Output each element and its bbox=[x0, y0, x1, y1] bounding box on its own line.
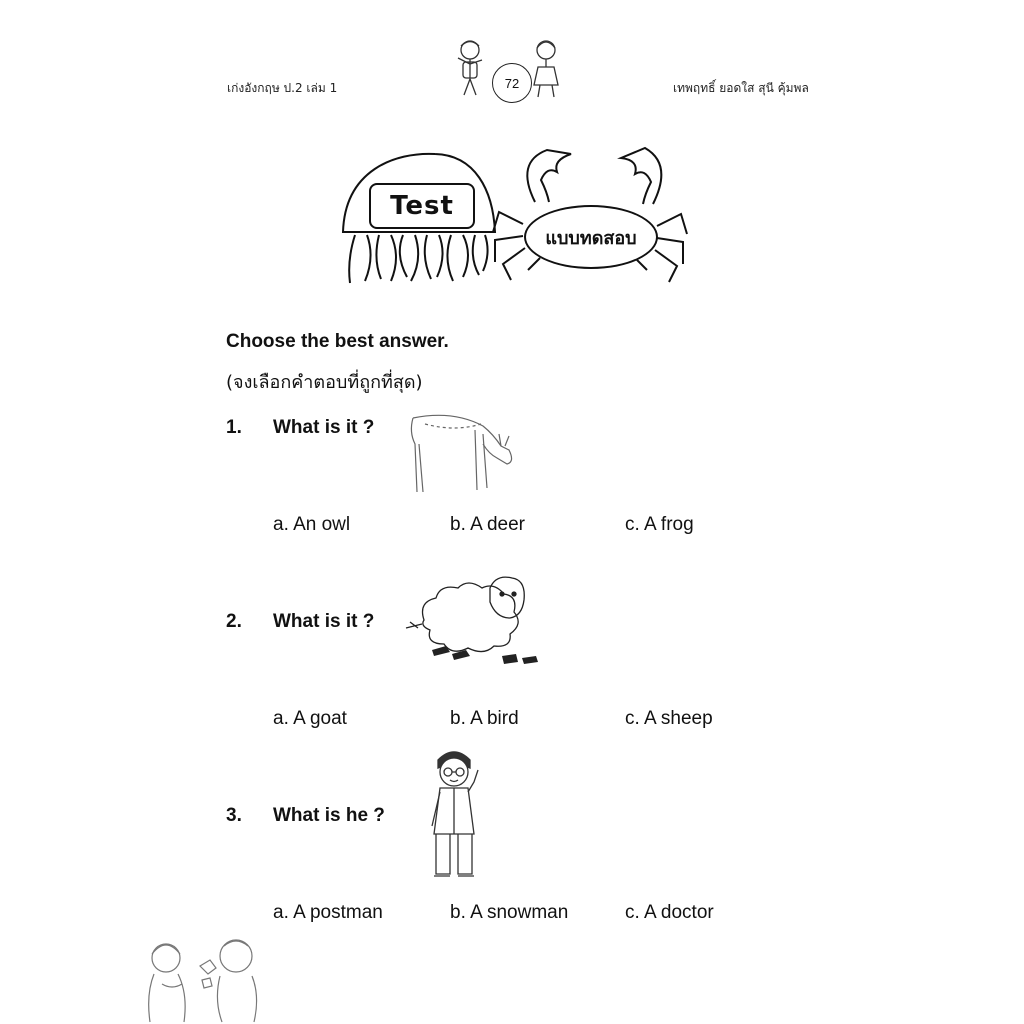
test-title: Test bbox=[369, 183, 475, 229]
page-number-badge: 72 bbox=[492, 63, 532, 103]
deer-illustration-icon bbox=[405, 410, 517, 498]
question-2-text: What is it ? bbox=[273, 611, 375, 632]
header-authors: เทพฤทธิ์ ยอดใส สุนี คุ้มพล bbox=[673, 81, 809, 95]
question-1-option-a[interactable]: a. An owl bbox=[273, 514, 351, 535]
question-3-option-b[interactable]: b. A snowman bbox=[450, 902, 569, 923]
question-1-option-c[interactable]: c. A frog bbox=[625, 514, 694, 535]
children-playing-icon bbox=[140, 936, 270, 1024]
question-3-option-c[interactable]: c. A doctor bbox=[625, 902, 714, 923]
question-1-option-b[interactable]: b. A deer bbox=[450, 514, 526, 535]
question-1-text: What is it ? bbox=[273, 417, 375, 438]
sheep-illustration-icon bbox=[402, 572, 552, 672]
question-2-option-a[interactable]: a. A goat bbox=[273, 708, 347, 729]
question-3-text: What is he ? bbox=[273, 805, 385, 826]
instruction-thai: (จงเลือกคำตอบที่ถูกที่สุด) bbox=[226, 372, 423, 393]
doctor-illustration-icon bbox=[424, 748, 484, 882]
instruction-english: Choose the best answer. bbox=[226, 331, 449, 352]
question-1-number: 1. bbox=[226, 417, 242, 438]
test-subtitle-thai: แบบทดสอบ bbox=[524, 205, 658, 269]
header-book-title: เก่งอังกฤษ ป.2 เล่ม 1 bbox=[227, 81, 338, 95]
question-2-option-c[interactable]: c. A sheep bbox=[625, 708, 713, 729]
question-3-number: 3. bbox=[226, 805, 242, 826]
question-2-option-b[interactable]: b. A bird bbox=[450, 708, 519, 729]
question-2-number: 2. bbox=[226, 611, 242, 632]
question-3-option-a[interactable]: a. A postman bbox=[273, 902, 383, 923]
